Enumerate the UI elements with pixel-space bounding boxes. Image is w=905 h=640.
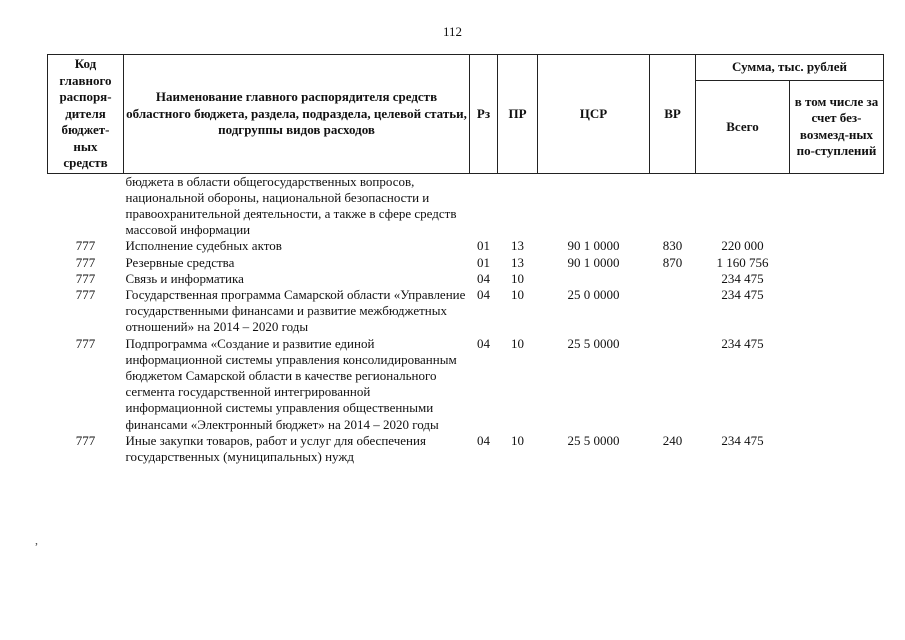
cell-total: 220 000 <box>721 238 764 254</box>
table-header <box>48 55 884 174</box>
cell-pr <box>498 173 538 238</box>
cell-vr: 870 <box>662 254 683 270</box>
table-row <box>48 287 884 336</box>
cell-rz: 04 <box>477 270 490 286</box>
cell-code: 777 <box>75 286 96 302</box>
cell-total: 234 475 <box>721 270 764 286</box>
table-row <box>48 173 884 238</box>
cell-rz: 04 <box>477 286 490 302</box>
cell-pr: 10 <box>511 335 524 351</box>
budget-table <box>47 54 884 465</box>
cell-name: Подпрограмма «Создание и развитие единой информационной системы управления консолидированным бюджетом Самарской области в качестве регионального сегмента государственной интегрированной информационной системы управления общественными финансами «Электронный бюджет» на 2014 – 2020 годы <box>125 335 457 432</box>
cell-vr: 240 <box>662 432 683 448</box>
table-row <box>48 271 884 287</box>
cell-vr <box>650 173 696 238</box>
cell-total: 234 475 <box>721 432 764 448</box>
header-sum-group: Сумма, тыс. рублей <box>696 55 884 81</box>
stray-mark: , <box>35 533 38 547</box>
cell-pr: 10 <box>511 270 524 286</box>
cell-gratuitous <box>790 287 884 336</box>
cell-name: Связь и информатика <box>125 270 244 286</box>
cell-vr <box>650 271 696 287</box>
header-rz: Рз <box>470 55 498 174</box>
header-csr: ЦСР <box>538 55 650 174</box>
cell-total: 1 160 756 <box>716 254 769 270</box>
cell-vr <box>650 336 696 433</box>
cell-code: 777 <box>75 335 96 351</box>
header-code: Код главного распоря-дителя бюджет-ных средств <box>48 55 124 174</box>
cell-rz: 01 <box>477 254 490 270</box>
cell-rz <box>470 173 498 238</box>
cell-total <box>696 173 790 238</box>
cell-pr: 10 <box>511 432 524 448</box>
cell-pr: 13 <box>511 238 524 254</box>
header-name: Наименование главного распорядителя средств областного бюджета, раздела, подраздела, целевой статьи, подгруппы видов расходов <box>124 55 470 174</box>
cell-rz: 04 <box>477 335 490 351</box>
cell-code: 777 <box>75 238 96 254</box>
cell-csr <box>538 271 650 287</box>
cell-gratuitous <box>790 173 884 238</box>
header-pr: ПР <box>498 55 538 174</box>
cell-pr: 13 <box>511 254 524 270</box>
header-vr: ВР <box>650 55 696 174</box>
header-gratuitous: в том числе за счет без-возмезд-ных по-ступлений <box>790 81 884 173</box>
cell-pr: 10 <box>511 286 524 302</box>
cell-gratuitous <box>790 433 884 465</box>
table-row <box>48 336 884 433</box>
cell-csr: 25 5 0000 <box>567 335 620 351</box>
cell-name: Резервные средства <box>125 254 235 270</box>
table-row <box>48 238 884 254</box>
cell-csr: 90 1 0000 <box>567 238 620 254</box>
cell-name: Государственная программа Самарской области «Управление государственными финансами и развитие межбюджетных отношений» на 2014 – 2020 годы <box>125 286 466 335</box>
cell-vr <box>650 287 696 336</box>
header-total: Всего <box>696 81 790 173</box>
cell-name: Исполнение судебных актов <box>125 238 282 254</box>
table-body <box>48 173 884 465</box>
cell-csr: 90 1 0000 <box>567 254 620 270</box>
cell-code: 777 <box>75 432 96 448</box>
cell-csr: 25 0 0000 <box>567 286 620 302</box>
cell-gratuitous <box>790 238 884 254</box>
cell-code: 777 <box>75 254 96 270</box>
table-row <box>48 433 884 465</box>
cell-total: 234 475 <box>721 286 764 302</box>
cell-name: бюджета в области общегосударственных вопросов, национальной обороны, национальной безопасности и правоохранительной деятельности, а также в сфере средств массовой информации <box>125 173 457 238</box>
cell-rz: 01 <box>477 238 490 254</box>
cell-gratuitous <box>790 271 884 287</box>
page-number: 112 <box>442 24 463 39</box>
cell-code <box>48 173 124 238</box>
cell-vr: 830 <box>662 238 683 254</box>
cell-csr: 25 5 0000 <box>567 432 620 448</box>
cell-gratuitous <box>790 255 884 271</box>
cell-code: 777 <box>75 270 96 286</box>
table-row <box>48 255 884 271</box>
cell-gratuitous <box>790 336 884 433</box>
cell-total: 234 475 <box>721 335 764 351</box>
cell-csr <box>538 173 650 238</box>
cell-name: Иные закупки товаров, работ и услуг для обеспечения государственных (муниципальных) нужд <box>125 432 426 464</box>
cell-rz: 04 <box>477 432 490 448</box>
